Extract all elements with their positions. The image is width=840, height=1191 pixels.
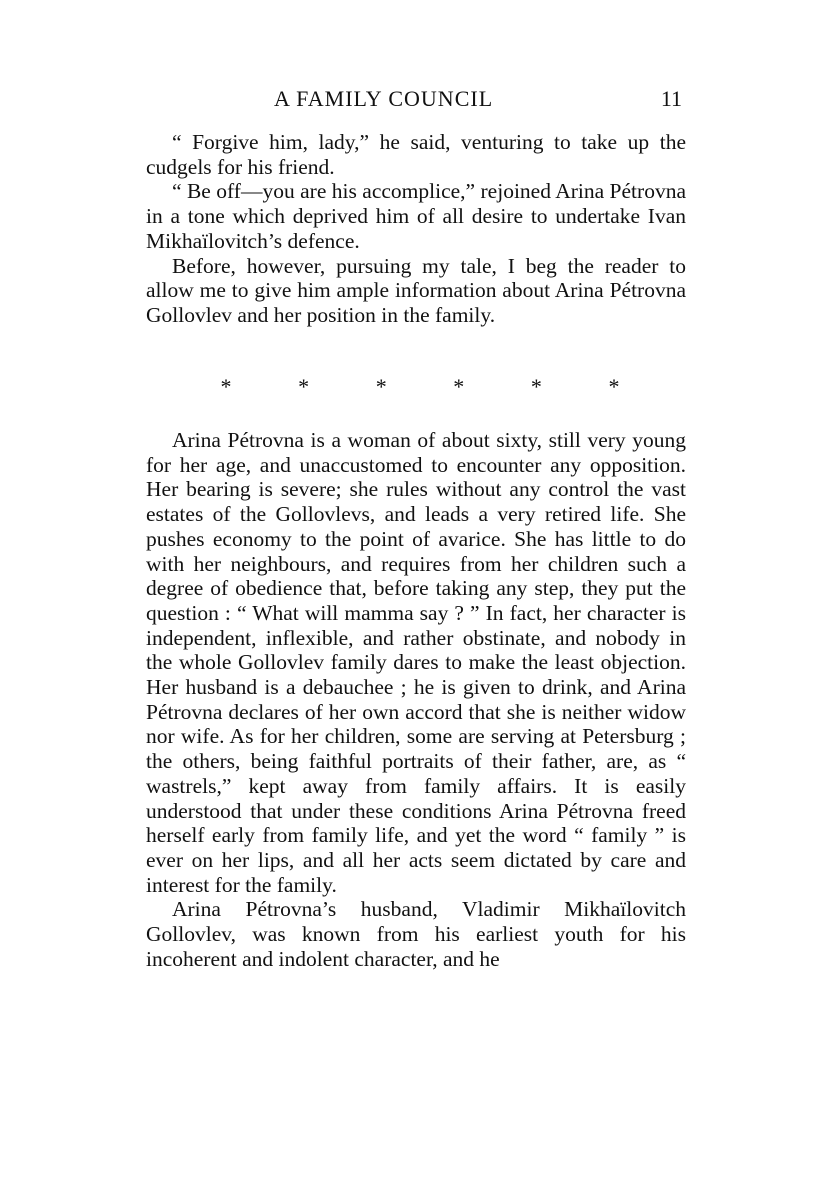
page-header bbox=[146, 86, 686, 118]
asterisk: * bbox=[298, 374, 310, 399]
paragraph: “ Forgive him, lady,” he said, venturing to take up the cudgels for his friend. bbox=[146, 130, 686, 179]
asterisk: * bbox=[453, 374, 465, 399]
section-break-asterism bbox=[220, 374, 620, 400]
asterisk: * bbox=[375, 374, 387, 399]
text-block-top bbox=[146, 130, 686, 328]
asterisk: * bbox=[530, 374, 542, 399]
paragraph: Arina Pétrovna’s husband, Vladimir Mikhaïlovitch Gollovlev, was known from his earliest youth for his incoherent and indolent character, and he bbox=[146, 897, 686, 971]
text-block-bottom bbox=[146, 428, 686, 971]
paragraph: Arina Pétrovna is a woman of about sixty, still very young for her age, and unaccustomed to encounter any opposition. Her bearing is severe; she rules without any control the vast estates of the Gollovlevs, and leads a very retired life. She pushes economy to the point of avarice. She has little to do with her neighbours, and requires from her children such a degree of obedience that, before taking any step, they put the question : “ What will mamma say ? ” In fact, her character is independent, inflexible, and rather obstinate, and nobody in the whole Gollovlev family dares to make the least objection. Her husband is a debauchee ; he is given to drink, and Arina Pétrovna declares of her own accord that she is neither widow nor wife. As for her children, some are serving at Petersburg ; the others, being faithful portraits of their father, are, as “ wastrels,” kept away from family affairs. It is easily understood that under these conditions Arina Pétrovna freed herself early from family life, and yet the word “ family ” is ever on her lips, and all her acts seem dictated by care and interest for the family. bbox=[146, 428, 686, 897]
paragraph: Before, however, pursuing my tale, I beg the reader to allow me to give him ample information about Arina Pétrovna Gollovlev and her position in the family. bbox=[146, 253, 686, 327]
asterisk: * bbox=[220, 374, 232, 399]
paragraph: “ Be off—you are his accomplice,” rejoined Arina Pétrovna in a tone which deprived him of all desire to undertake Ivan Mikhaïlovitch’s defence. bbox=[146, 179, 686, 253]
page-number: 11 bbox=[660, 86, 682, 111]
running-title: A FAMILY COUNCIL bbox=[274, 86, 494, 111]
asterisk: * bbox=[608, 374, 620, 399]
